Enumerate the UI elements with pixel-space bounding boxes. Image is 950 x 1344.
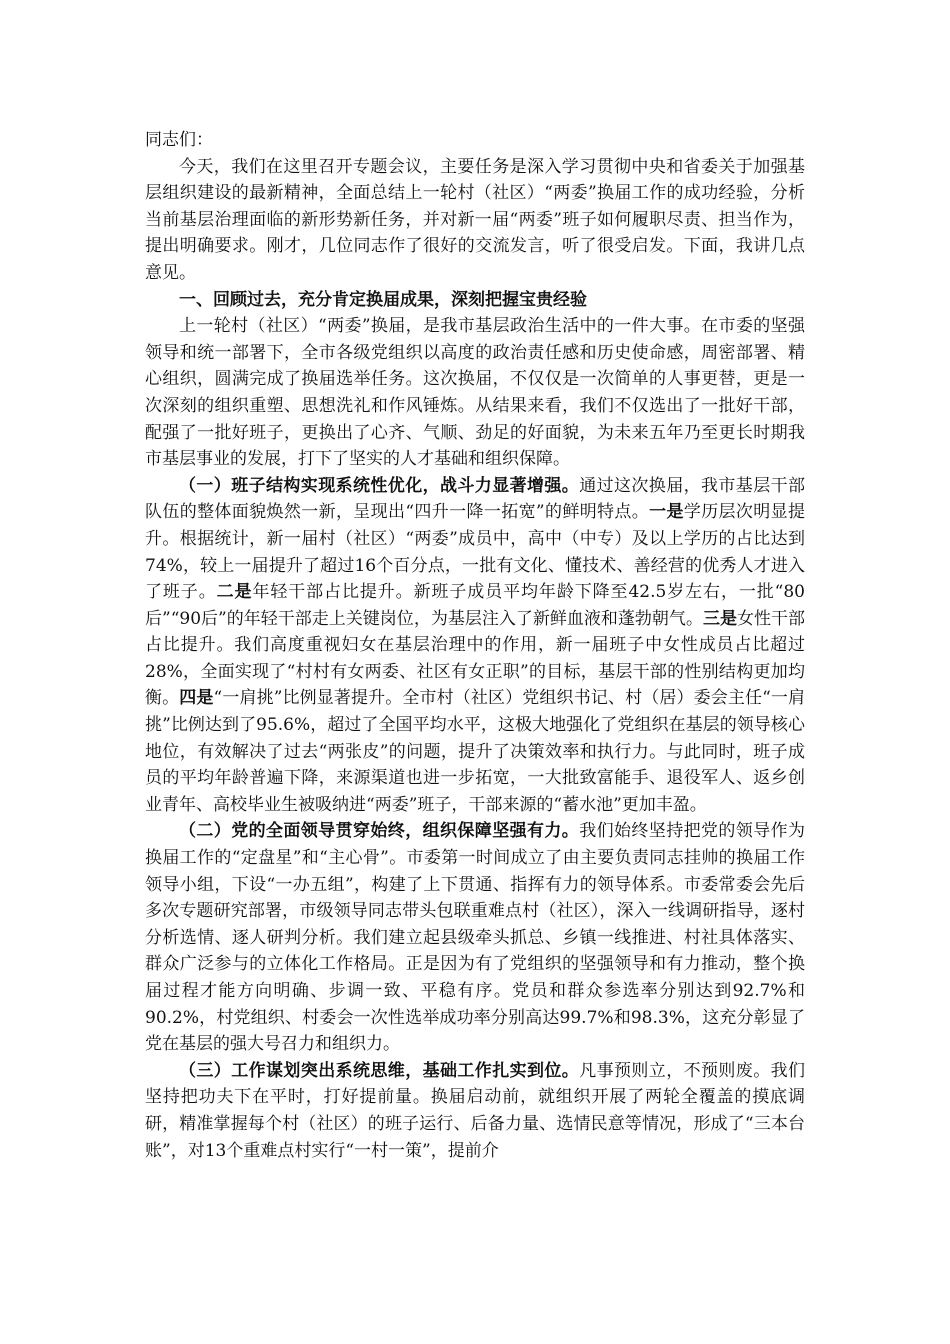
item-2-paragraph	[145, 818, 805, 1057]
item-1-point-1-text: 学历层次明显提升。根据统计，新一届村（社区）“两委”成员中，高中（中专）及以上学历的占比达到74%，较上一届提升了超过16个百分点，一批有文化、懂技术、善经营的优秀人才进入了班子。	[145, 502, 805, 603]
section-1-paragraph: 上一轮村（社区）“两委”换届，是我市基层政治生活中的一件大事。在市委的坚强领导和统一部署下，全市各级党组织以高度的政治责任感和历史使命感，周密部署、精心组织，圆满完成了换届选举任务。这次换届，不仅仅是一次简单的人事更替，更是一次深刻的组织重塑、思想洗礼和作风锤炼。从结果来看，我们不仅选出了一批好干部，配强了一批好班子，更换出了心齐、气顺、劲足的好面貌，为未来五年乃至更长时期我市基层事业的发展，打下了坚实的人才基础和组织保障。	[145, 316, 805, 470]
section-heading-1: 一、回顾过去，充分肯定换届成果，深刻把握宝贵经验	[179, 289, 587, 310]
intro-paragraph: 今天，我们在这里召开专题会议，主要任务是深入学习贯彻中央和省委关于加强基层组织建设的最新精神，全面总结上一轮村（社区）“两委”换届工作的成功经验，分析当前基层治理面临的新形势新任务，并对新一届“两委”班子如何履职尽责、担当作为，提出明确要求。刚才，几位同志作了很好的交流发言，听了很受启发。下面，我讲几点意见。	[145, 156, 805, 283]
item-2-title: （二）党的全面领导贯穿始终，组织保障坚强有力。	[179, 821, 580, 842]
item-3-paragraph	[145, 1058, 805, 1164]
item-3-title: （三）工作谋划突出系统思维，基础工作扎实到位。	[179, 1060, 580, 1081]
item-1-point-4-text: “一肩挑”比例显著提升。全市村（社区）党组织书记、村（居）委会主任“一肩挑”比例达到了95.6%，超过了全国平均水平，这极大地强化了党组织在基层的领导核心地位，有效解决了过去“两张皮”的问题，提升了决策效率和执行力。与此同时，班子成员的平均年龄普遍下降，来源渠道也进一步拓宽，一大批致富能手、退役军人、返乡创业青年、高校毕业生被吸纳进“两委”班子，干部来源的“蓄水池”更加丰盈。	[145, 688, 806, 815]
item-1-point-2-label: 二是	[216, 582, 253, 603]
item-1-point-4-label: 四是	[179, 688, 214, 709]
item-3-text: 凡事预则立，不预则废。我们坚持把功夫下在平时，打好提前量。换届启动前，就组织开展了两轮全覆盖的摸底调研，精准掌握每个村（社区）的班子运行、后备力量、选情民意等情况，形成了“三本台账”，对13个重难点村实行“一村一策”，提前介	[145, 1060, 806, 1161]
document-page	[145, 127, 805, 1164]
item-1-point-3-label: 三是	[702, 608, 737, 629]
item-1-title: （一）班子结构实现系统性优化，战斗力显著增强。	[179, 475, 580, 496]
item-1-point-1-label: 一是	[649, 502, 684, 523]
item-1-lead: 通过这次换届，我市基层干部队伍的整体面貌焕然一新，呈现出“四升一降一拓宽”的鲜明特点。	[145, 475, 806, 523]
item-1-point-2-text: 年轻干部占比提升。新班子成员平均年龄下降至42.5岁左右，一批“80后”“90后”的年轻干部走上关键岗位，为基层注入了新鲜血液和蓬勃朝气。	[145, 582, 805, 629]
salutation: 同志们：	[145, 130, 213, 150]
item-1-point-3-text: 女性干部占比提升。我们高度重视妇女在基层治理中的作用，新一届班子中女性成员占比超过28%，全面实现了“村村有女两委、社区有女正职”的目标，基层干部的性别结构更加均衡。	[145, 608, 805, 709]
item-1-paragraph	[145, 473, 805, 819]
item-2-text: 我们始终坚持把党的领导作为换届工作的“定盘星”和“主心骨”。市委第一时间成立了由主要负责同志挂帅的换届工作领导小组，下设“一办五组”，构建了上下贯通、指挥有力的领导体系。市委常委会先后多次专题研究部署，市级领导同志带头包联重难点村（社区），深入一线调研指导，逐村分析选情、逐人研判分析。我们建立起县级牵头抓总、乡镇一线推进、村社具体落实、群众广泛参与的立体化工作格局。正是因为有了党组织的坚强领导和有力推动，整个换届过程才能方向明确、步调一致、平稳有序。党员和群众参选率分别达到92.7%和90.2%，村党组织、村委会一次性选举成功率分别高达99.7%和98.3%，这充分彰显了党在基层的强大号召力和组织力。	[145, 821, 806, 1055]
